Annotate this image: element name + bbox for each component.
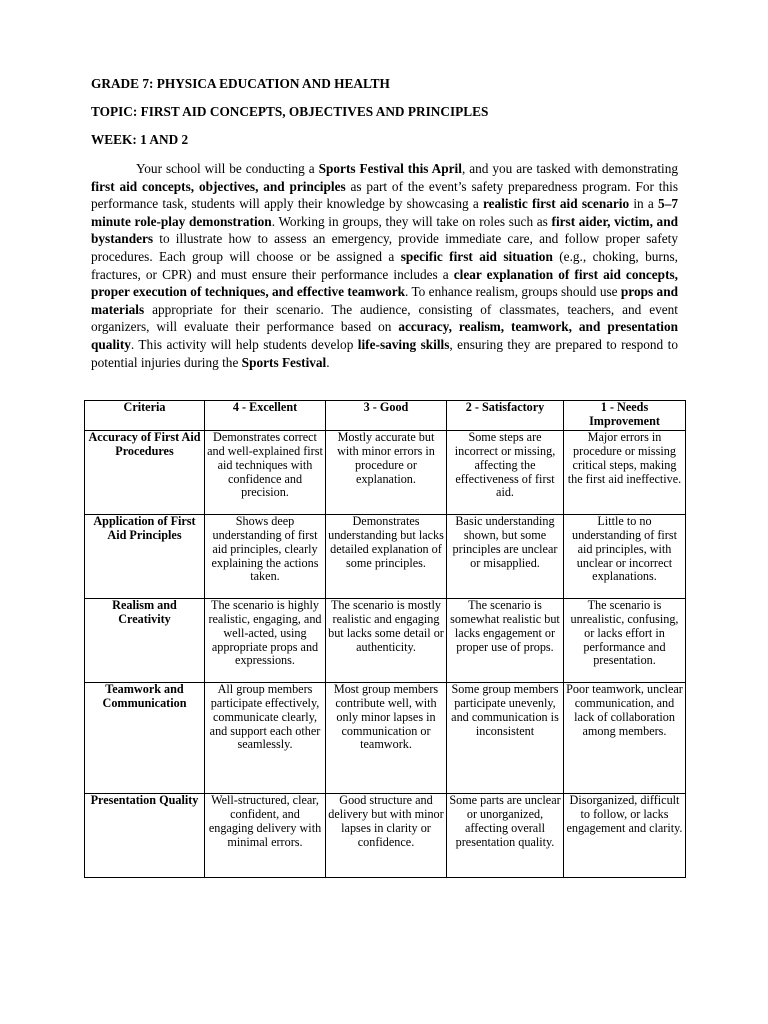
paragraph-text: , and you are tasked with demonstrating <box>461 161 679 176</box>
paragraph-text: as part of the event’s safety preparedness program. For this performance task, students will apply their knowledge by showcasing a <box>91 178 679 212</box>
emphasized-phrase: first aid concepts, objectives, and principles <box>91 178 346 194</box>
emphasized-phrase: life-saving skills <box>357 336 450 352</box>
paragraph-text: . This activity will help students develop <box>130 336 358 352</box>
table-cell: The scenario is mostly realistic and engaging but lacks some detail or authenticity. <box>326 598 447 682</box>
emphasized-phrase: Sports Festival this April <box>318 161 462 176</box>
table-cell: Major errors in procedure or missing critical steps, making the first aid ineffective. <box>564 430 686 514</box>
table-cell: Disorganized, difficult to follow, or lacks engagement and clarity. <box>564 793 686 877</box>
table-cell: Some steps are incorrect or missing, affecting the effectiveness of first aid. <box>447 430 564 514</box>
week-heading: WEEK: 1 AND 2 <box>91 132 189 147</box>
paragraph-text: . Working in groups, they will take on roles such as <box>271 213 552 229</box>
table-cell: Well-structured, clear, confident, and engaging delivery with minimal errors. <box>205 793 326 877</box>
criteria-cell: Presentation Quality <box>85 793 205 877</box>
emphasized-phrase: specific first aid situation <box>400 248 553 264</box>
table-cell: Poor teamwork, unclear communication, and lack of collaboration among members. <box>564 682 686 793</box>
table-cell: Demonstrates correct and well-explained first aid techniques with confidence and precision. <box>205 430 326 514</box>
header-needs-improvement: 1 - Needs Improvement <box>564 401 686 431</box>
table-row <box>85 514 686 598</box>
topic-heading: TOPIC: FIRST AID CONCEPTS, OBJECTIVES AND PRINCIPLES <box>91 104 489 119</box>
paragraph-text: appropriate for their scenario. The audience, consisting of classmates, teachers, and event organizers, will evaluate their performance based on <box>91 301 678 335</box>
emphasized-phrase: props and materials <box>91 284 678 317</box>
emphasized-phrase: 5–7 minute role-play demonstration <box>91 196 678 229</box>
emphasized-phrase: clear explanation of first aid concepts, proper execution of techniques, and effective teamwork <box>91 266 678 300</box>
paragraph-text: . <box>326 354 330 370</box>
table-cell: Little to no understanding of first aid principles, with unclear or incorrect explanations. <box>564 514 686 598</box>
emphasized-phrase: realistic first aid scenario <box>482 196 630 212</box>
document-page <box>91 76 678 371</box>
criteria-cell: Application of First Aid Principles <box>85 514 205 598</box>
header-good: 3 - Good <box>326 401 447 431</box>
criteria-cell: Teamwork and Communication <box>85 682 205 793</box>
paragraph-text: to illustrate how to assess an emergency, provide immediate care, and follow proper safety procedures. Each group will choose or be assigned a <box>91 231 678 264</box>
table-row <box>85 598 686 682</box>
emphasized-phrase: accuracy, realism, teamwork, and presentation quality <box>91 319 678 352</box>
table-cell: The scenario is somewhat realistic but lacks engagement or proper use of props. <box>447 598 564 682</box>
rubric-header-row <box>85 401 686 431</box>
table-cell: Some group members participate unevenly, and communication is inconsistent <box>447 682 564 793</box>
criteria-cell: Accuracy of First Aid Procedures <box>85 430 205 514</box>
criteria-cell: Realism and Creativity <box>85 598 205 682</box>
grade-heading: GRADE 7: PHYSICA EDUCATION AND HEALTH <box>91 76 390 91</box>
table-cell: Some parts are unclear or unorganized, affecting overall presentation quality. <box>447 793 564 877</box>
table-cell: Most group members contribute well, with only minor lapses in communication or teamwork. <box>326 682 447 793</box>
paragraph-text: , ensuring they are prepared to respond to potential injuries during the <box>91 336 678 370</box>
table-cell: Basic understanding shown, but some principles are unclear or misapplied. <box>447 514 564 598</box>
table-cell: Good structure and delivery but with minor lapses in clarity or confidence. <box>326 793 447 877</box>
header-criteria: Criteria <box>85 401 205 431</box>
paragraph-text: Your school will be conducting a <box>136 161 319 176</box>
table-row <box>85 793 686 877</box>
paragraph-text: (e.g., choking, burns, fractures, or CPR) and must ensure their performance includes a <box>91 248 678 282</box>
paragraph-text: . To enhance realism, groups should use <box>405 284 621 300</box>
table-cell: The scenario is highly realistic, engaging, and well-acted, using appropriate props and expressions. <box>205 598 326 682</box>
table-cell: All group members participate effectively, communicate clearly, and support each other seamlessly. <box>205 682 326 793</box>
task-description-paragraph <box>91 160 678 371</box>
table-cell: Shows deep understanding of first aid principles, clearly explaining the actions taken. <box>205 514 326 598</box>
table-row <box>85 682 686 793</box>
table-cell: Demonstrates understanding but lacks detailed explanation of some principles. <box>326 514 447 598</box>
paragraph-text: in a <box>629 196 659 212</box>
header-excellent: 4 - Excellent <box>205 401 326 431</box>
emphasized-phrase: first aider, victim, and bystanders <box>91 213 678 247</box>
table-cell: The scenario is unrealistic, confusing, or lacks effort in performance and presentation. <box>564 598 686 682</box>
header-satisfactory: 2 - Satisfactory <box>447 401 564 431</box>
table-cell: Mostly accurate but with minor errors in procedure or explanation. <box>326 430 447 514</box>
emphasized-phrase: Sports Festival <box>241 354 327 370</box>
rubric-table <box>84 400 686 878</box>
table-row <box>85 430 686 514</box>
